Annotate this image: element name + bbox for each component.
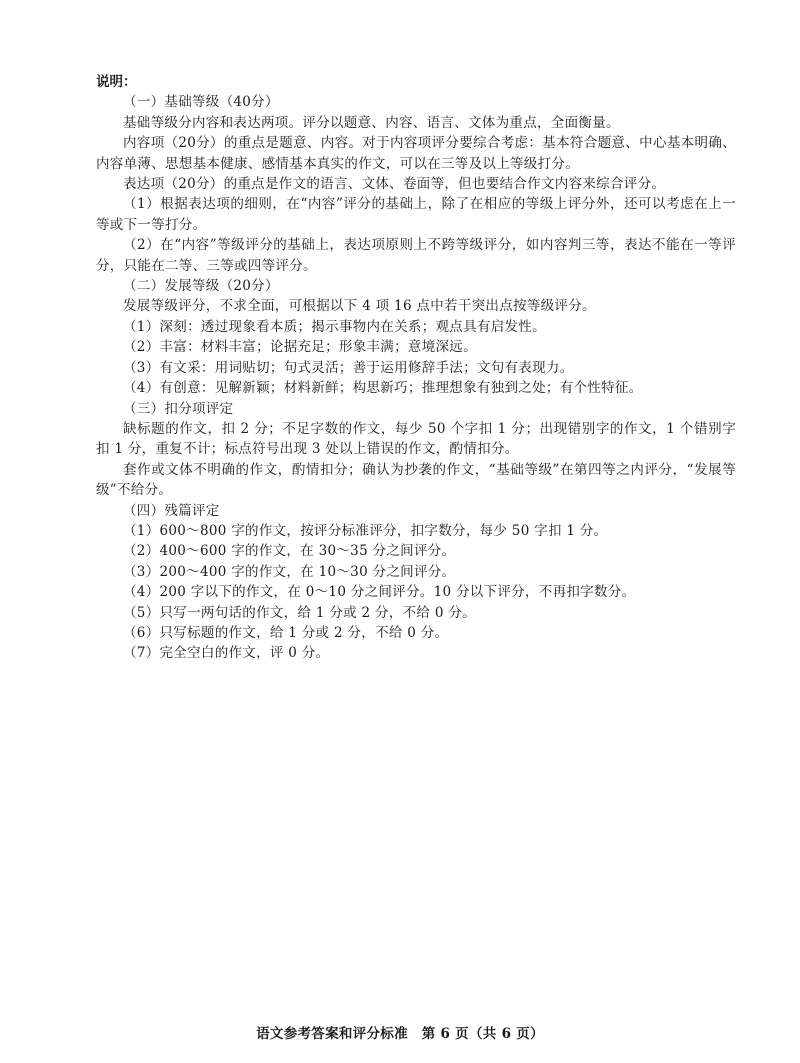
paragraph-line: 内容项（20分）的重点是题意、内容。对于内容项评分要综合考虑：基本符合题意、中心基本明确、内容单薄、思想基本健康、感情基本真实的作文，可以在三等及以上等级打分。: [96, 135, 736, 172]
document-body: [96, 72, 736, 664]
paragraph-line: 基础等级分内容和表达两项。评分以题意、内容、语言、文体为重点，全面衡量。: [123, 114, 620, 131]
paragraph-line: （2）丰富：材料丰富；论据充足；形象丰满；意境深远。: [123, 339, 477, 356]
paragraph-line: （4）有创意：见解新颖；材料新鲜；构思新巧；推理想象有独到之处；有个性特征。: [123, 380, 643, 397]
page-footer: 语文参考答案和评分标准 第 6 页（共 6 页）: [256, 1026, 544, 1042]
paragraph-line: （3）有文采：用词贴切；句式灵活；善于运用修辞手法；文句有表现力。: [123, 359, 574, 376]
paragraph-line: （6）只写标题的作文，给 1 分或 2 分，不给 0 分。: [123, 624, 449, 641]
paragraph-line: （1）根据表达项的细则，在“内容”评分的基础上，除了在相应的等级上评分外，还可以考虑在上一等或下一等打分。: [96, 196, 736, 233]
section-heading: 说明：: [96, 74, 137, 90]
paragraph-line: （四）残篇评定: [123, 502, 220, 519]
paragraph-line: 表达项（20分）的重点是作文的语言、文体、卷面等，但也要结合作文内容来综合评分。: [123, 176, 666, 193]
paragraph-line: 套作或文体不明确的作文，酌情扣分；确认为抄袭的作文，“基础等级”在第四等之内评分，“发展等级”不给分。: [96, 461, 736, 499]
paragraph-line: （4）200 字以下的作文，在 0～10 分之间评分。10 分以下评分，不再扣字数分。: [123, 584, 636, 601]
paragraph-line: （2）在“内容”等级评分的基础上，表达项原则上不跨等级评分，如内容判三等，表达不能在一等评分，只能在二等、三等或四等评分。: [96, 237, 736, 274]
paragraph-line: （三）扣分项评定: [123, 400, 234, 417]
paragraph-line: （二）发展等级（20分）: [123, 278, 279, 295]
paragraph-line: 发展等级评分，不求全面，可根据以下 4 项 16 点中若干突出点按等级评分。: [123, 298, 596, 315]
paragraph-line: （1）600～800 字的作文，按评分标准评分，扣字数分，每少 50 字扣 1 分。: [123, 522, 608, 539]
paragraph-line: （7）完全空白的作文，评 0 分。: [123, 645, 330, 662]
paragraph-line: （1）深刻：透过现象看本质；揭示事物内在关系；观点具有启发性。: [123, 318, 546, 335]
paragraph-line: （5）只写一两句话的作文，给 1 分或 2 分，不给 0 分。: [123, 604, 476, 621]
paragraph-line: （2）400～600 字的作文，在 30～35 分之间评分。: [123, 543, 456, 560]
paragraph-line: 缺标题的作文，扣 2 分；不足字数的作文，每少 50 个字扣 1 分；出现错别字的作文，1 个错别字扣 1 分，重复不计；标点符号出现 3 处以上错误的作文，酌情扣分。: [96, 420, 736, 458]
paragraph-line: （3）200～400 字的作文，在 10～30 分之间评分。: [123, 563, 456, 580]
paragraph-line: （一）基础等级（40分）: [123, 94, 279, 111]
